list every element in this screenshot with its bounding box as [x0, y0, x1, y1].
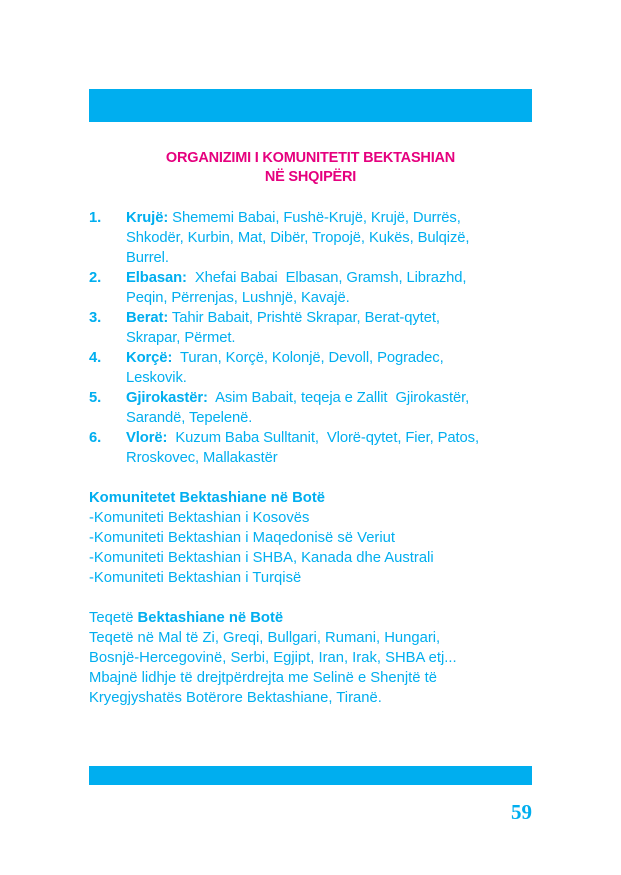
region-item [89, 208, 534, 268]
region-number: 1. [89, 210, 102, 226]
region-item [89, 388, 534, 428]
text-line: Kryegjyshatës Botërore Bektashiane, Tiranë. [89, 690, 382, 706]
region-text-line: Peqin, Përrenjas, Lushnjë, Kavajë. [126, 290, 350, 306]
region-item [89, 268, 534, 308]
title-line-1: ORGANIZIMI I KOMUNITETIT BEKTASHIAN [165, 150, 456, 166]
region-text-line: Rroskovec, Mallakastër [126, 450, 278, 466]
region-number: 6. [89, 430, 102, 446]
section-heading: Komunitetet Bektashiane në Botë [89, 490, 325, 506]
region-text-line: Sarandë, Tepelenë. [126, 410, 253, 426]
text-line: Teqetë në Mal të Zi, Greqi, Bullgari, Rumani, Hungari, [89, 630, 441, 646]
region-name: Korçë: [126, 350, 173, 366]
section-heading [89, 608, 534, 628]
list-item: -Komuniteti Bektashian i Maqedonisë së Veriut [89, 530, 395, 546]
text-line: Bosnjë-Hercegovinë, Serbi, Egjipt, Iran, Irak, SHBA etj... [89, 650, 457, 666]
region-text-line: Tahir Babait, Prishtë Skrapar, Berat-qytet, [171, 310, 440, 326]
text-line: Mbajnë lidhje të drejtpërdrejta me Selinë e Shenjtë të [89, 670, 437, 686]
page-number: 59 [511, 800, 532, 824]
page-title [89, 149, 532, 187]
region-number: 4. [89, 350, 102, 366]
region-item [89, 308, 534, 348]
region-text-line: Shememi Babai, Fushë-Krujë, Krujë, Durrës, [172, 210, 461, 226]
region-text-line: Asim Babait, teqeja e Zallit Gjirokastër, [211, 390, 470, 406]
region-name: Krujë: [126, 210, 169, 226]
region-text-line: Skrapar, Përmet. [126, 330, 236, 346]
region-text-line: Xhefai Babai Elbasan, Gramsh, Librazhd, [190, 270, 467, 286]
world-communities-section [89, 488, 534, 588]
region-name: Gjirokastër: [126, 390, 208, 406]
region-text-line: Burrel. [126, 250, 169, 266]
world-teqe-section [89, 608, 534, 708]
region-text-line: Turan, Korçë, Kolonjë, Devoll, Pogradec, [176, 350, 444, 366]
heading-bold-part: Bektashiane në Botë [133, 610, 284, 626]
region-item [89, 348, 534, 388]
bottom-blue-bar [89, 766, 532, 785]
title-line-2: NË SHQIPËRI [264, 169, 357, 185]
region-name: Vlorë: [126, 430, 168, 446]
region-text-line: Leskovik. [126, 370, 187, 386]
region-number: 5. [89, 390, 102, 406]
region-name: Berat: [126, 310, 169, 326]
region-number: 2. [89, 270, 102, 286]
list-item: -Komuniteti Bektashian i Turqisë [89, 570, 302, 586]
list-item: -Komuniteti Bektashian i Kosovës [89, 510, 310, 526]
heading-light-part: Teqetë [89, 610, 134, 626]
list-item: -Komuniteti Bektashian i SHBA, Kanada dhe Australi [89, 550, 434, 566]
region-text-line: Shkodër, Kurbin, Mat, Dibër, Tropojë, Kukës, Bulqizë, [126, 230, 470, 246]
region-text-line: Kuzum Baba Sulltanit, Vlorë-qytet, Fier, Patos, [171, 430, 479, 446]
regions-list [89, 208, 534, 468]
region-item [89, 428, 534, 468]
region-name: Elbasan: [126, 270, 187, 286]
top-blue-bar [89, 89, 532, 122]
region-number: 3. [89, 310, 102, 326]
